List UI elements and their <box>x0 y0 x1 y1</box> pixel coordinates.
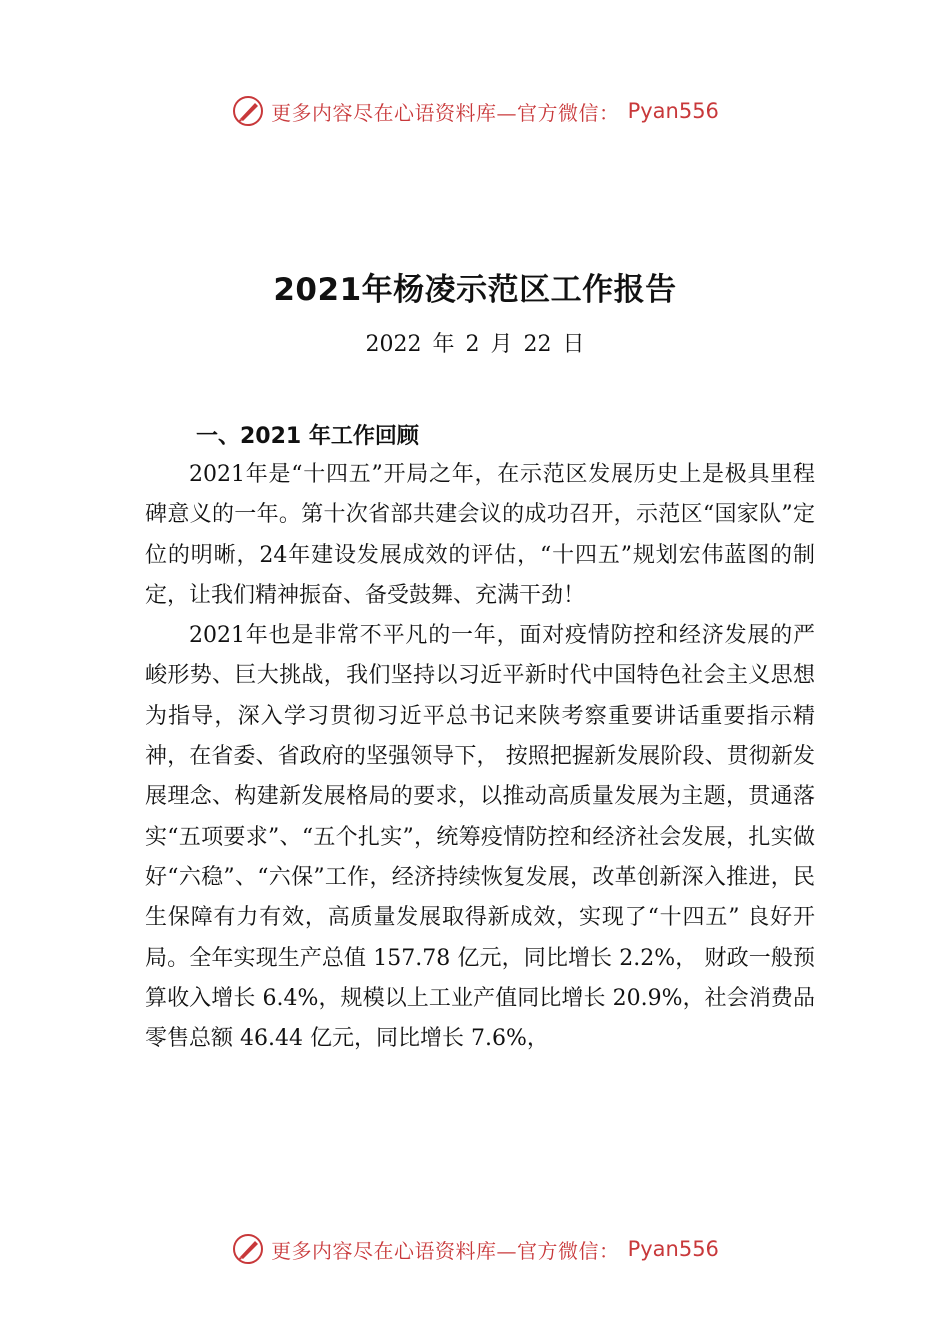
paragraph: 2021年也是非常不平凡的一年，面对疫情防控和经济发展的严峻形势、巨大挑战，我们坚持以习近平新时代中国特色社会主义思想为指导，深入学习贯彻习近平总书记来陕考察重要讲话重要指示精神，在省委、省政府的坚强领导下， 按照把握新发展阶段、贯彻新发展理念、构建新发展格局的要求，以推动高质量发展为主题，贯通落实“五项要求”、“五个扎实”，统筹疫情防控和经济社会发展，扎实做好“六稳”、“六保”工作，经济持续恢复发展，改革创新深入推进，民生保障有力有效，高质量发展取得新成效，实现了“十四五” 良好开局。全年实现生产总值 157.78 亿元，同比增长 2.2%， 财政一般预算收入增长 6.4%，规模以上工业产值同比增长 20.9%，社会消费品零售总额 46.44 亿元，同比增长 7.6%， <box>145 623 815 1052</box>
section-heading: 一、2021 年工作回顾 <box>196 424 419 449</box>
watermark-wechat-id: Pyan556 <box>627 1237 719 1261</box>
paragraph: 2021年是“十四五”开局之年，在示范区发展历史上是极具里程碑意义的一年。第十次省部共建会议的成功召开，示范区“国家队”定位的明晰，24年建设发展成效的评估，“十四五”规划宏伟蓝图的制定，让我们精神振奋、备受鼓舞、充满干劲！ <box>145 462 815 608</box>
watermark-wechat-id: Pyan556 <box>627 99 719 123</box>
document-date: 2022 年 2 月 22 日 <box>365 332 585 357</box>
watermark-text: 更多内容尽在心语资料库—官方微信： <box>271 100 620 125</box>
header-watermark <box>0 94 950 128</box>
footer-watermark <box>0 1232 950 1266</box>
document-title: 2021年杨凌示范区工作报告 <box>273 272 677 308</box>
watermark-text: 更多内容尽在心语资料库—官方微信： <box>271 1238 620 1263</box>
quill-logo-icon <box>231 94 265 128</box>
quill-logo-icon <box>231 1232 265 1266</box>
body-text <box>145 455 815 1059</box>
